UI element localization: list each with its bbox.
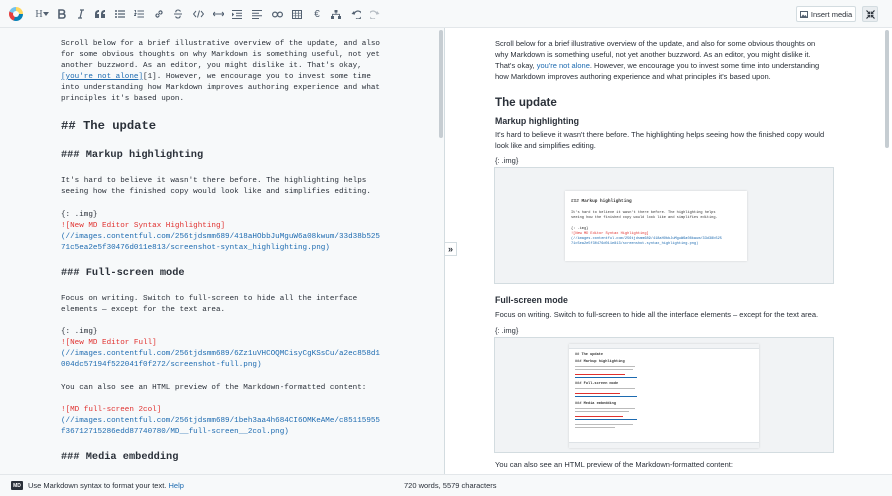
embed-button[interactable] xyxy=(271,6,283,22)
figure-heading: ### Full-screen mode xyxy=(575,382,619,386)
indent-icon xyxy=(232,10,242,19)
horizontal-rule-button[interactable] xyxy=(212,6,224,22)
preview-text: {: .img} xyxy=(495,156,519,165)
heading-dropdown[interactable] xyxy=(33,6,51,22)
figure-text-line xyxy=(575,369,633,370)
toggle-preview-button[interactable] xyxy=(445,242,457,256)
preview-text: It's hard to believe it wasn't there before. The highlighting helps seeing how the finished copy would xyxy=(495,130,825,139)
markdown-icon: MD xyxy=(11,481,23,490)
chevron-down-icon xyxy=(43,12,49,16)
figure-line: 71c5ea2e5f30476d011e813/screenshot-syntax_highlighting.png) xyxy=(571,242,699,246)
screenshot-card xyxy=(565,191,747,261)
link-icon xyxy=(154,9,164,19)
grid-table-button[interactable] xyxy=(291,6,303,22)
figure-heading: ### Markup highlighting xyxy=(571,199,632,204)
preview-scrollbar[interactable] xyxy=(885,30,889,148)
figure-text-line xyxy=(575,366,635,367)
link-button[interactable] xyxy=(153,6,165,22)
preview-text: why Markdown is something useful, not yet another buzzword. As an editor, you might dislike it. xyxy=(495,50,811,59)
italic-button[interactable] xyxy=(75,6,87,22)
editor-image-url: (//images.contentful.com/256tjdsmm689/1beh3aa4h684CI6OMKeAMe/c85115955 xyxy=(61,417,380,425)
figure-text-line xyxy=(575,393,620,394)
image-icon xyxy=(800,11,808,18)
preview-heading: Markup highlighting xyxy=(495,116,580,126)
organize-button[interactable] xyxy=(330,6,342,22)
preview-heading: Full-screen mode xyxy=(495,295,568,305)
bold-button[interactable] xyxy=(56,6,68,22)
editor-link-ref: [1] xyxy=(143,73,157,81)
markdown-hint-text: Use Markdown syntax to format your text. xyxy=(28,481,167,490)
figure-toolbar xyxy=(569,344,759,349)
word-count: 720 words, 5579 characters xyxy=(404,481,497,490)
preview-text: {: .img} xyxy=(495,326,519,335)
euro-icon: € xyxy=(314,8,320,20)
table-button[interactable] xyxy=(251,6,263,22)
italic-icon xyxy=(77,9,85,19)
collapse-icon xyxy=(866,10,875,19)
figure-heading: ### Markup highlighting xyxy=(575,360,625,364)
strikethrough-button[interactable] xyxy=(172,6,184,22)
preview-text: You can also see an HTML preview of the Markdown-formatted content: xyxy=(495,460,733,469)
redo-button[interactable] xyxy=(369,6,381,22)
code-button[interactable] xyxy=(192,6,204,22)
status-bar xyxy=(0,474,892,496)
figure-heading: ## The update xyxy=(575,353,604,357)
strikethrough-icon xyxy=(173,9,183,19)
editor-heading: ## The update xyxy=(61,119,157,133)
editor-line: Focus on writing. Switch to full-screen to hide all the interface xyxy=(61,295,358,303)
editor-text: . However, we encourage you to invest some time xyxy=(156,73,371,81)
editor-line: You can also see an HTML preview of the Markdown-formatted content: xyxy=(61,384,367,392)
preview-text: Scroll below for a brief illustrative overview of the update, and also for some obvious thoughts on xyxy=(495,39,816,48)
editor-heading: ### Media embedding xyxy=(61,451,179,463)
preview-text-span: . However, we encourage you to invest some time into understanding xyxy=(589,61,820,70)
editor-image-alt: ![New MD Editor Syntax Highlighting] xyxy=(61,222,226,230)
editor-scrollbar[interactable] xyxy=(439,30,443,138)
figure-heading: ### Media embedding xyxy=(575,402,616,406)
numbered-list-icon xyxy=(134,10,144,18)
undo-icon xyxy=(351,10,361,19)
help-link[interactable]: Help xyxy=(168,481,184,490)
figure-text-line xyxy=(575,411,629,412)
editor-heading: ### Markup highlighting xyxy=(61,149,204,161)
editor-image-url: 71c5ea2e5f30476d011e813/screenshot-syntax_highlighting.png) xyxy=(61,244,330,252)
undo-button[interactable] xyxy=(350,6,362,22)
insert-media-button[interactable] xyxy=(796,6,856,22)
figure-text-line xyxy=(575,416,623,417)
editor-line: seeing how the finished copy would look like and simplifies editing. xyxy=(61,188,371,196)
double-chevron-right-icon: » xyxy=(447,244,453,254)
figure-text-line xyxy=(575,427,615,428)
figure-line: ![New MD Editor Syntax Highlighting] xyxy=(571,232,649,236)
screenshot-card xyxy=(569,344,759,448)
editor-line: {: .img} xyxy=(61,211,98,219)
preview-heading: The update xyxy=(495,96,557,109)
figure-line: {: .img} xyxy=(571,227,589,231)
editor-line: It's hard to believe it wasn't there before. The highlighting helps xyxy=(61,177,367,185)
editor-line: into understanding how Markdown improves authoring experience and what xyxy=(61,84,380,92)
editor-line: principles it's based upon. xyxy=(61,95,185,103)
editor-line: {: .img} xyxy=(61,328,98,336)
editor-image-url: (//images.contentful.com/256tjdsmm689/418aHObbJuMguW6a08kwum/33d38b525 xyxy=(61,233,380,241)
editor-link-text[interactable]: [you're not alone] xyxy=(61,73,144,81)
quote-icon xyxy=(95,10,105,18)
editor-heading: ### Full-screen mode xyxy=(61,267,185,279)
editor-line: elements — except for the text area. xyxy=(61,306,226,314)
align-icon xyxy=(252,10,262,19)
hierarchy-icon xyxy=(331,10,341,19)
bullet-list-button[interactable] xyxy=(114,6,126,22)
figure-text-line xyxy=(575,419,637,420)
fullscreen-toggle-button[interactable] xyxy=(862,6,878,22)
quote-button[interactable] xyxy=(94,6,106,22)
markdown-hint xyxy=(28,481,184,490)
insert-media-label: Insert media xyxy=(810,9,853,19)
figure-line: It's hard to believe it wasn't there before. The highlighting helps xyxy=(571,211,716,215)
figure-text-line xyxy=(575,388,635,389)
editor-line: another buzzword. As an editor, you might dislike it. That's okay, xyxy=(61,62,362,70)
heading-label: H xyxy=(35,8,43,20)
redo-icon xyxy=(370,10,380,19)
special-character-button[interactable] xyxy=(311,6,323,22)
figure-line: seeing how the finished copy would look like and simplifies editing. xyxy=(571,216,718,220)
indent-button[interactable] xyxy=(231,6,243,22)
code-icon xyxy=(193,10,204,18)
editor-line xyxy=(61,73,371,81)
preview-text-span: That's okay, xyxy=(495,61,537,70)
editor-image-url: (//images.contentful.com/256tjdsmm689/6Zz1uVHCOQMCisyCgKSsCu/a2ec858d1 xyxy=(61,350,380,358)
preview-text xyxy=(495,61,819,70)
preview-text: look like and simplifies editing. xyxy=(495,141,596,150)
editor-line: for some obvious thoughts on why Markdown is something useful, not yet xyxy=(61,51,380,59)
horizontal-rule-icon xyxy=(213,11,224,17)
figure-text-line xyxy=(575,408,635,409)
editor-toolbar xyxy=(0,0,892,28)
editor-line: Scroll below for a brief illustrative overview of the update, and also xyxy=(61,40,380,48)
bold-icon xyxy=(58,9,66,19)
editor-image-url: 004dc57194f522041f0f272/screenshot-full.png) xyxy=(61,361,262,369)
table-icon xyxy=(292,10,302,19)
figure-statusbar xyxy=(569,442,759,448)
editor-image-url: f36712715286edd87740780/MD__full-screen__2col.png) xyxy=(61,428,289,436)
contentful-logo-icon xyxy=(9,7,23,21)
figure-text-line xyxy=(575,374,625,375)
preview-link[interactable]: you're not alone xyxy=(536,61,590,70)
figure-line: (//images.contentful.com/256tjdsmm689/418aHObbJuMguW6a08kwum/33d38b525 xyxy=(571,237,722,241)
figure-text-line xyxy=(575,424,633,425)
preview-image-full-screen xyxy=(494,337,834,453)
bullet-list-icon xyxy=(115,10,125,18)
editor-image-alt: ![New MD Editor Full] xyxy=(61,339,157,347)
numbered-list-button[interactable] xyxy=(133,6,145,22)
preview-image-syntax-highlighting xyxy=(494,167,834,284)
preview-text: how Markdown improves authoring experience and what principles it's based upon. xyxy=(495,72,771,81)
editor-image-alt: ![MD full-screen 2col] xyxy=(61,406,162,414)
figure-text-line xyxy=(575,377,637,378)
embed-icon xyxy=(272,10,283,19)
figure-text-line xyxy=(575,396,637,397)
preview-text: Focus on writing. Switch to full-screen to hide all the interface elements – except for the text area. xyxy=(495,310,819,319)
